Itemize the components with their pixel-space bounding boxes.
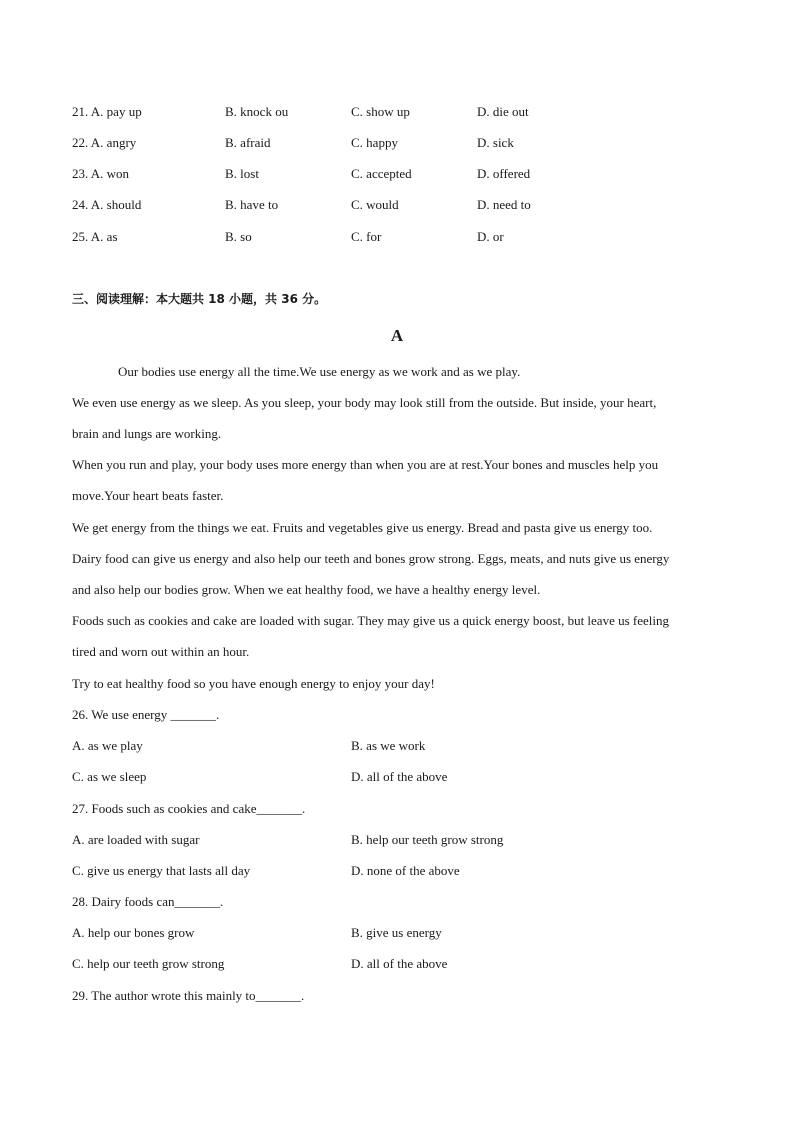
cloze-option-row-24	[72, 197, 692, 217]
option-d: D. need to	[477, 197, 531, 212]
passage-line: and also help our bodies grow. When we eat healthy food, we have a healthy energy level.	[72, 582, 541, 597]
question-26-options-row-2	[72, 769, 692, 789]
option-c: C. show up	[351, 104, 410, 119]
cloze-option-row-25	[72, 229, 692, 249]
option-a: 23. A. won	[72, 166, 130, 181]
passage-line: Dairy food can give us energy and also help our teeth and bones grow strong. Eggs, meats, and nuts give us energy	[72, 551, 670, 566]
question-27-options-row-1	[72, 832, 692, 852]
question-29-stem: 29. The author wrote this mainly to_______.	[72, 988, 305, 1003]
question-26-stem: 26. We use energy _______.	[72, 707, 220, 722]
cloze-option-row-22	[72, 135, 692, 155]
option-d: D. or	[477, 229, 504, 244]
option-b: B. help our teeth grow strong	[351, 832, 504, 847]
question-26-options-row-1	[72, 738, 692, 758]
option-d: D. none of the above	[351, 863, 460, 878]
passage-line: When you run and play, your body uses more energy than when you are at rest.Your bones and muscles help you	[72, 457, 659, 472]
option-b: B. knock ou	[225, 104, 289, 119]
section-heading: 三、阅读理解：本大题共 18 小题，共 36 分。	[72, 292, 327, 306]
option-a: A. help our bones grow	[72, 925, 195, 940]
question-28-options-row-1	[72, 925, 692, 945]
question-27-stem: 27. Foods such as cookies and cake_______.	[72, 801, 306, 816]
option-a: A. are loaded with sugar	[72, 832, 200, 847]
passage-title: A	[390, 326, 404, 345]
option-b: B. afraid	[225, 135, 271, 150]
option-c: C. accepted	[351, 166, 412, 181]
option-d: D. all of the above	[351, 956, 448, 971]
option-d: D. die out	[477, 104, 529, 119]
passage-line: brain and lungs are working.	[72, 426, 222, 441]
option-a: 21. A. pay up	[72, 104, 142, 119]
cloze-option-row-21	[72, 104, 692, 124]
passage-line: Try to eat healthy food so you have enough energy to enjoy your day!	[72, 676, 435, 691]
option-a: 22. A. angry	[72, 135, 137, 150]
passage-line: move.Your heart beats faster.	[72, 488, 224, 503]
option-d: D. offered	[477, 166, 531, 181]
option-c: C. happy	[351, 135, 398, 150]
option-a: 24. A. should	[72, 197, 142, 212]
question-28-stem: 28. Dairy foods can_______.	[72, 894, 224, 909]
option-b: B. as we work	[351, 738, 426, 753]
option-c: C. for	[351, 229, 382, 244]
option-d: D. all of the above	[351, 769, 448, 784]
cloze-option-row-23	[72, 166, 692, 186]
option-c: C. would	[351, 197, 399, 212]
question-27-options-row-2	[72, 863, 692, 883]
passage-line: We get energy from the things we eat. Fruits and vegetables give us energy. Bread and pasta give us energy too.	[72, 520, 653, 535]
passage-line: Foods such as cookies and cake are loaded with sugar. They may give us a quick energy boost, but leave us feeling	[72, 613, 670, 628]
option-b: B. give us energy	[351, 925, 442, 940]
option-b: B. lost	[225, 166, 259, 181]
option-c: C. as we sleep	[72, 769, 147, 784]
option-c: C. help our teeth grow strong	[72, 956, 225, 971]
question-28-options-row-2	[72, 956, 692, 976]
option-a: 25. A. as	[72, 229, 118, 244]
passage-line: Our bodies use energy all the time.We use energy as we work and as we play.	[118, 364, 521, 379]
option-a: A. as we play	[72, 738, 143, 753]
option-b: B. so	[225, 229, 252, 244]
option-d: D. sick	[477, 135, 514, 150]
passage-line: We even use energy as we sleep. As you sleep, your body may look still from the outside. But inside, your heart,	[72, 395, 657, 410]
option-b: B. have to	[225, 197, 279, 212]
passage-line: tired and worn out within an hour.	[72, 644, 250, 659]
option-c: C. give us energy that lasts all day	[72, 863, 251, 878]
